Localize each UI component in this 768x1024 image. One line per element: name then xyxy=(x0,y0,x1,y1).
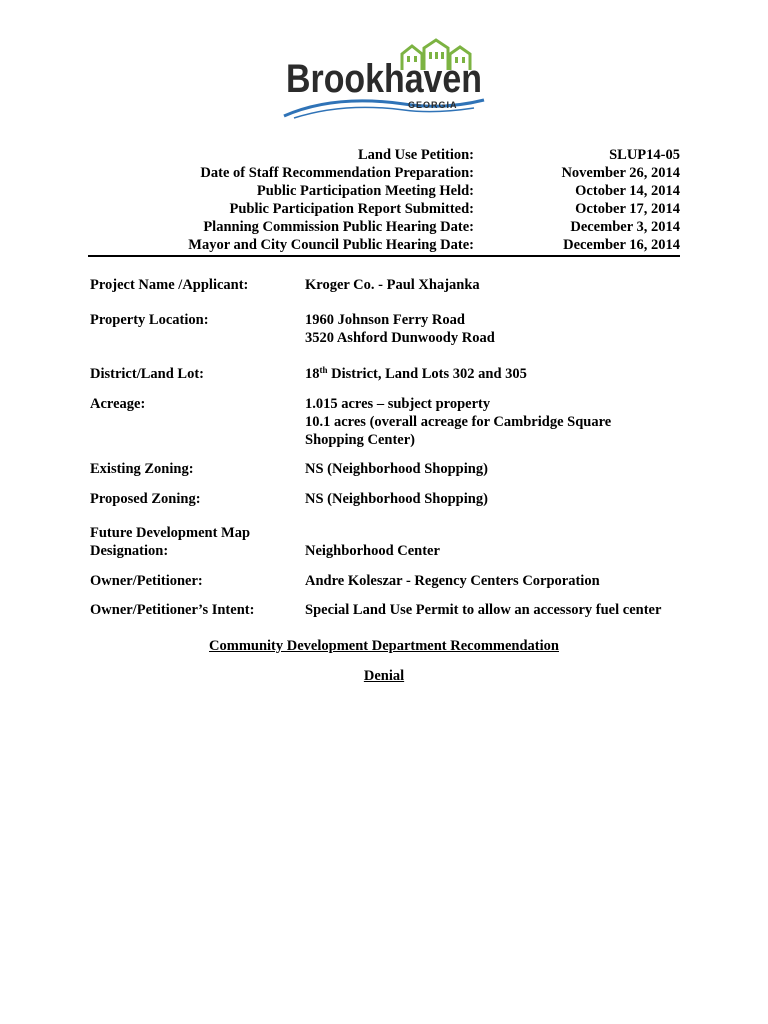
field-owner xyxy=(90,572,690,590)
field-value xyxy=(305,601,690,619)
field-value xyxy=(305,276,690,294)
district-ordinal: th xyxy=(319,365,328,375)
header-row-report-submitted xyxy=(88,200,680,218)
header-value: October 17, 2014 xyxy=(575,201,680,217)
field-label: Property Location: xyxy=(90,312,209,328)
logo-wordmark: Brookhaven xyxy=(286,57,482,101)
header-row-petition xyxy=(88,146,680,164)
future-label-line-1: Future Development Map xyxy=(90,525,251,541)
header-value: December 3, 2014 xyxy=(570,219,680,235)
field-project xyxy=(90,276,690,294)
field-label xyxy=(90,524,305,560)
field-label: Owner/Petitioner’s Intent: xyxy=(90,602,255,618)
field-location xyxy=(90,311,690,347)
owner-value: Andre Koleszar - Regency Centers Corporation xyxy=(305,573,600,589)
petition-header-table xyxy=(88,146,680,254)
future-label-line-2: Designation: xyxy=(90,543,169,559)
field-value xyxy=(305,524,690,560)
field-future-development xyxy=(90,524,690,560)
intent-value: Special Land Use Permit to allow an accessory fuel center xyxy=(305,602,662,618)
district-text: District, Land Lots 302 and 305 xyxy=(327,366,527,382)
header-value: December 16, 2014 xyxy=(563,237,680,253)
field-label: Existing Zoning: xyxy=(90,461,194,477)
header-label: Land Use Petition: xyxy=(358,147,474,163)
district-number: 18 xyxy=(305,366,320,382)
header-row-staff-date xyxy=(88,164,680,182)
header-row-council-hearing xyxy=(88,236,680,254)
field-value xyxy=(305,490,690,508)
field-label: Project Name /Applicant: xyxy=(90,277,249,293)
field-acreage xyxy=(90,395,690,449)
location-line-1: 1960 Johnson Ferry Road xyxy=(305,312,465,328)
brookhaven-logo-graphic xyxy=(284,38,488,120)
field-intent xyxy=(90,601,690,619)
field-value xyxy=(305,395,690,449)
proposed-zoning-value: NS (Neighborhood Shopping) xyxy=(305,491,488,507)
recommendation-result xyxy=(0,667,768,685)
header-value: November 26, 2014 xyxy=(561,165,680,181)
field-district xyxy=(90,365,690,383)
acreage-line-2: 10.1 acres (overall acreage for Cambridge Square xyxy=(305,414,612,430)
header-label: Date of Staff Recommendation Preparation: xyxy=(200,165,474,181)
brookhaven-logo xyxy=(284,38,488,120)
district-value xyxy=(305,365,690,383)
header-label: Public Participation Report Submitted: xyxy=(229,201,474,217)
header-value: SLUP14-05 xyxy=(609,147,680,163)
header-value: October 14, 2014 xyxy=(575,183,680,199)
header-label: Mayor and City Council Public Hearing Date: xyxy=(188,237,474,253)
recommendation-title: Community Development Department Recommendation xyxy=(209,638,559,654)
field-label: District/Land Lot: xyxy=(90,366,204,382)
location-line-2: 3520 Ashford Dunwoody Road xyxy=(305,330,495,346)
field-value xyxy=(305,311,690,347)
recommendation-value: Denial xyxy=(363,668,405,684)
project-applicant-value: Kroger Co. - Paul Xhajanka xyxy=(305,277,480,293)
field-existing-zoning xyxy=(90,460,690,478)
header-row-planning-hearing xyxy=(88,218,680,236)
field-proposed-zoning xyxy=(90,490,690,508)
header-label: Public Participation Meeting Held: xyxy=(256,183,474,199)
field-label: Acreage: xyxy=(90,396,146,412)
field-label: Proposed Zoning: xyxy=(90,491,201,507)
existing-zoning-value: NS (Neighborhood Shopping) xyxy=(305,461,488,477)
future-spacer xyxy=(305,524,690,542)
acreage-line-3: Shopping Center) xyxy=(305,432,415,448)
field-value xyxy=(305,460,690,478)
field-value xyxy=(305,365,690,383)
field-label: Owner/Petitioner: xyxy=(90,573,203,589)
field-value xyxy=(305,572,690,590)
header-row-meeting-held xyxy=(88,182,680,200)
acreage-line-1: 1.015 acres – subject property xyxy=(305,396,491,412)
header-divider xyxy=(88,255,680,257)
header-label: Planning Commission Public Hearing Date: xyxy=(203,219,474,235)
future-designation-value: Neighborhood Center xyxy=(305,543,440,559)
logo-subtitle: GEORGIA xyxy=(408,100,458,110)
recommendation-heading xyxy=(0,637,768,655)
